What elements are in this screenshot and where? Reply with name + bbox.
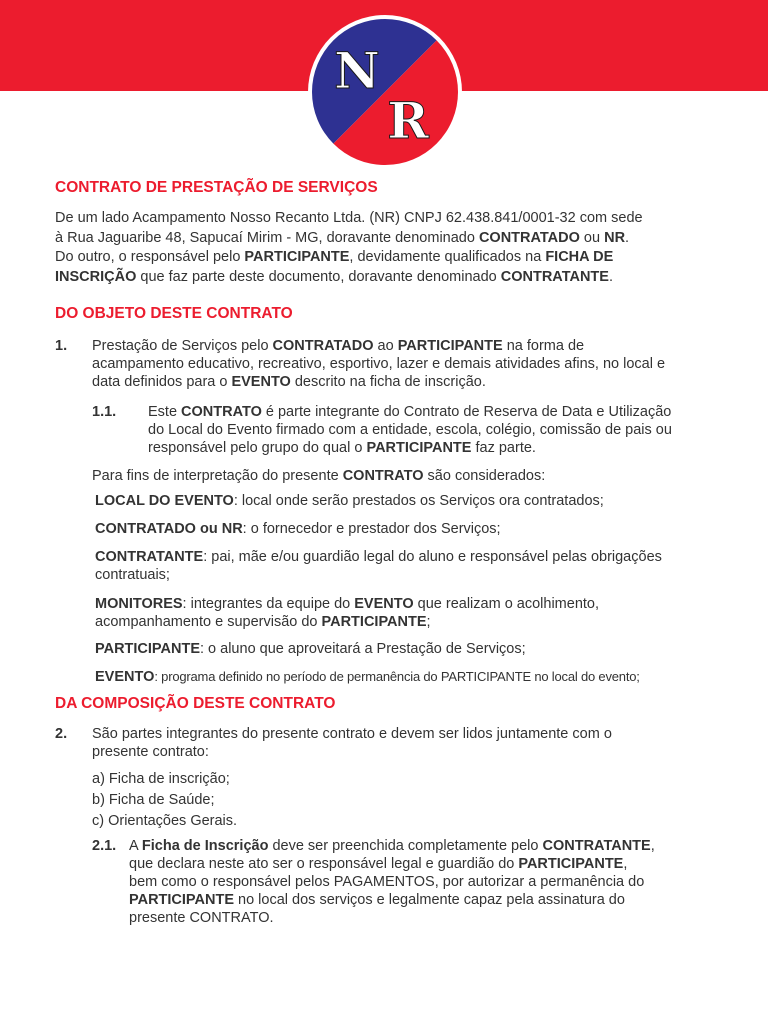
clause-1-line-2: acampamento educativo, recreativo, esportivo, lazer e demais atividades afins, no local e [92, 356, 666, 372]
section-objeto-title: DO OBJETO DESTE CONTRATO [55, 305, 293, 322]
term-nr: NR [604, 230, 626, 246]
clause-2-line-2: presente contrato: [92, 744, 209, 760]
clause-text: que declara neste ato ser o responsável legal e guardião do [129, 856, 519, 872]
intro-line-3 [55, 248, 613, 267]
clause-text: , [650, 838, 655, 854]
interpretation-line [92, 467, 545, 486]
clause-text: descrito na ficha de inscrição. [290, 374, 486, 390]
def-term: LOCAL DO EVENTO [95, 493, 234, 509]
term-contrato: CONTRATO [342, 468, 424, 484]
def-text: : o fornecedor e prestador dos Serviços; [242, 521, 501, 537]
clause-2-1-line-4 [129, 891, 625, 910]
clause-text: responsável pelo grupo do qual o [148, 440, 367, 456]
clause-number: 1. [55, 338, 68, 354]
term-participante: PARTICIPANTE [366, 440, 472, 456]
subclause-number: 1.1. [92, 404, 117, 420]
intro-line-4 [55, 268, 613, 287]
clause-2-1-line-5: presente CONTRATO. [129, 910, 274, 926]
clause-1-1-line-1 [148, 403, 671, 422]
term-contratado: CONTRATADO [272, 338, 374, 354]
def-term: CONTRATANTE [95, 549, 204, 565]
def-text: : pai, mãe e/ou guardião legal do aluno e responsável pelas obrigações [203, 549, 662, 565]
intro-text: Do outro, o responsável pelo [55, 249, 245, 265]
clause-text: faz parte. [471, 440, 536, 456]
def-text: : o aluno que aproveitará a Prestação de Serviços; [200, 641, 526, 657]
clause-text: é parte integrante do Contrato de Reserva de Data e Utilização [261, 404, 672, 420]
term-contratado: CONTRATADO [478, 230, 580, 246]
def-term: PARTICIPANTE [95, 641, 200, 657]
clause-text: data definidos para o [92, 374, 232, 390]
clause-text: no local dos serviços e legalmente capaz pela assinatura do [234, 892, 625, 908]
term-ficha: FICHA DE [545, 249, 614, 265]
clause-text: ao [373, 338, 398, 354]
term-contratante: CONTRATANTE [500, 269, 609, 285]
intro-text: ou [579, 230, 605, 246]
intro-text: à Rua Jaguaribe 48, Sapucaí Mirim - MG, doravante denominado [55, 230, 479, 246]
term-inscricao: INSCRIÇÃO [55, 269, 137, 285]
def-participante [95, 640, 526, 659]
intro-line-2 [55, 229, 629, 248]
def-monitores-cont [95, 613, 431, 632]
clause-2-1-line-1 [129, 837, 655, 856]
def-text: que realizam o acolhimento, [413, 596, 600, 612]
term-ficha-inscricao: Ficha de Inscrição [141, 838, 269, 854]
clause-2-line-1: São partes integrantes do presente contrato e devem ser lidos juntamente com o [92, 726, 612, 742]
def-term: MONITORES [95, 596, 183, 612]
term-participante: PARTICIPANTE [321, 614, 427, 630]
intro-text: . [608, 269, 613, 285]
term-participante: PARTICIPANTE [244, 249, 350, 265]
subclause-number: 2.1. [92, 838, 117, 854]
def-local-evento [95, 492, 604, 511]
clause-2-1-line-3: bem como o responsável pelos PAGAMENTOS, por autorizar a permanência do [129, 874, 645, 890]
clause-text: são considerados: [423, 468, 546, 484]
logo-letter-r: R [387, 91, 429, 150]
clause-text: Para fins de interpretação do presente [92, 468, 343, 484]
clause-1-line-3 [92, 373, 486, 392]
clause-text: deve ser preenchida completamente pelo [268, 838, 543, 854]
intro-text: , devidamente qualificados na [349, 249, 546, 265]
clause-text: Prestação de Serviços pelo [92, 338, 273, 354]
clause-1-line-1 [92, 337, 584, 356]
def-term: EVENTO [95, 669, 155, 685]
term-participante: PARTICIPANTE [518, 856, 624, 872]
term-participante: PARTICIPANTE [129, 892, 234, 908]
clause-text: A [129, 838, 142, 854]
clause-text: Este [148, 404, 182, 420]
term-contratante: CONTRATANTE [542, 838, 651, 854]
def-monitores [95, 595, 599, 614]
intro-text: que faz parte deste documento, doravante denominado [136, 269, 501, 285]
nr-logo [307, 14, 463, 170]
term-evento: EVENTO [354, 596, 414, 612]
list-item: c) Orientações Gerais. [92, 813, 238, 829]
def-evento [95, 667, 640, 687]
list-item: b) Ficha de Saúde; [92, 792, 215, 808]
def-text: acompanhamento e supervisão do [95, 614, 322, 630]
def-text: : programa definido no período de permanência do PARTICIPANTE no local do evento; [154, 669, 640, 684]
list-item: a) Ficha de inscrição; [92, 771, 230, 787]
term-evento: EVENTO [231, 374, 291, 390]
clause-number: 2. [55, 726, 68, 742]
def-text: ; [426, 614, 431, 630]
clause-1-1-line-2: do Local do Evento firmado com a entidade, escola, colégio, comissão de pais ou [148, 422, 672, 438]
def-term: CONTRATADO ou NR [95, 521, 243, 537]
logo-letter-n: N [334, 41, 380, 100]
intro-text: De um lado Acampamento Nosso Recanto Ltda. (NR) CNPJ 62.438.841/0001-32 com sede [55, 210, 643, 226]
clause-text: na forma de [502, 338, 585, 354]
clause-text: , [623, 856, 628, 872]
def-contratado [95, 520, 501, 539]
def-text: : integrantes da equipe do [182, 596, 355, 612]
intro-line-1 [55, 209, 643, 228]
def-text: : local onde serão prestados os Serviços ora contratados; [233, 493, 604, 509]
term-participante: PARTICIPANTE [397, 338, 503, 354]
def-contratante-cont: contratuais; [95, 567, 170, 583]
term-contrato: CONTRATO [181, 404, 262, 420]
def-contratante [95, 548, 662, 567]
contract-title: CONTRATO DE PRESTAÇÃO DE SERVIÇOS [55, 179, 378, 196]
section-composicao-title: DA COMPOSIÇÃO DESTE CONTRATO [55, 695, 336, 712]
intro-text: . [625, 230, 630, 246]
clause-2-1-line-2 [129, 855, 627, 874]
clause-1-1-line-3 [148, 439, 536, 458]
